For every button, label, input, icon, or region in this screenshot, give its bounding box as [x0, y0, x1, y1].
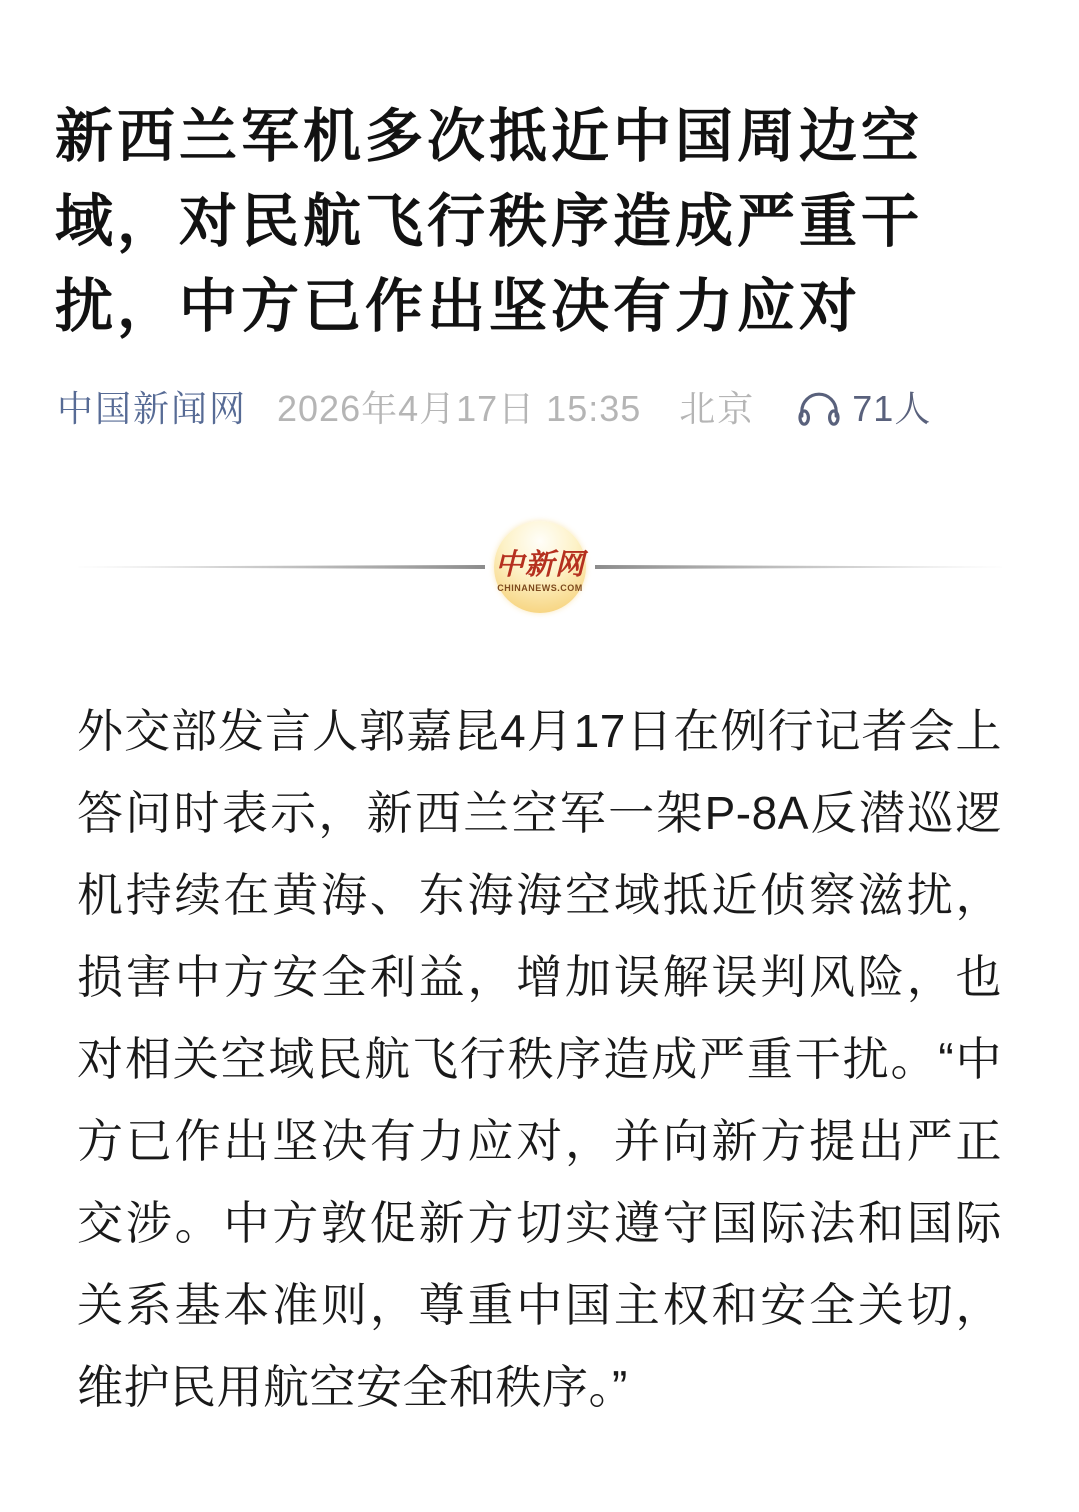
article-title: 新西兰军机多次抵近中国周边空域，对民航飞行秩序造成严重干扰，中方已作出坚决有力应对: [55, 104, 924, 339]
logo-en-text: CHINANEWS.COM: [497, 582, 583, 593]
source-link[interactable]: 中国新闻网: [57, 388, 248, 429]
divider-line-left: [78, 565, 485, 569]
logo-divider: [0, 521, 1079, 613]
article-meta: [57, 385, 1024, 433]
logo-cn-text: 中新网: [494, 548, 585, 581]
divider-line-right: [595, 565, 1002, 569]
publish-location: 北京: [679, 388, 756, 429]
listen-count: 71人: [852, 388, 932, 429]
listen-button[interactable]: [793, 385, 931, 433]
article-body: 外交部发言人郭嘉昆4月17日在例行记者会上答问时表示，新西兰空军一架P-8A反潜巡逻机持续在黄海、东海海空域抵近侦察滋扰，损害中方安全利益，增加误解误判风险，也对相关空域民航飞行秩序造成严重干扰。“中方已作出坚决有力应对，并向新方提出严正交涉。中方敦促新方切实遵守国际法和国际关系基本准则，尊重中国主权和安全关切，维护民用航空安全和秩序。”: [77, 705, 1002, 1413]
publish-datetime: 2026年4月17日 15:35: [277, 388, 642, 429]
chinanews-logo: [494, 521, 586, 613]
headphones-icon: [793, 385, 845, 433]
